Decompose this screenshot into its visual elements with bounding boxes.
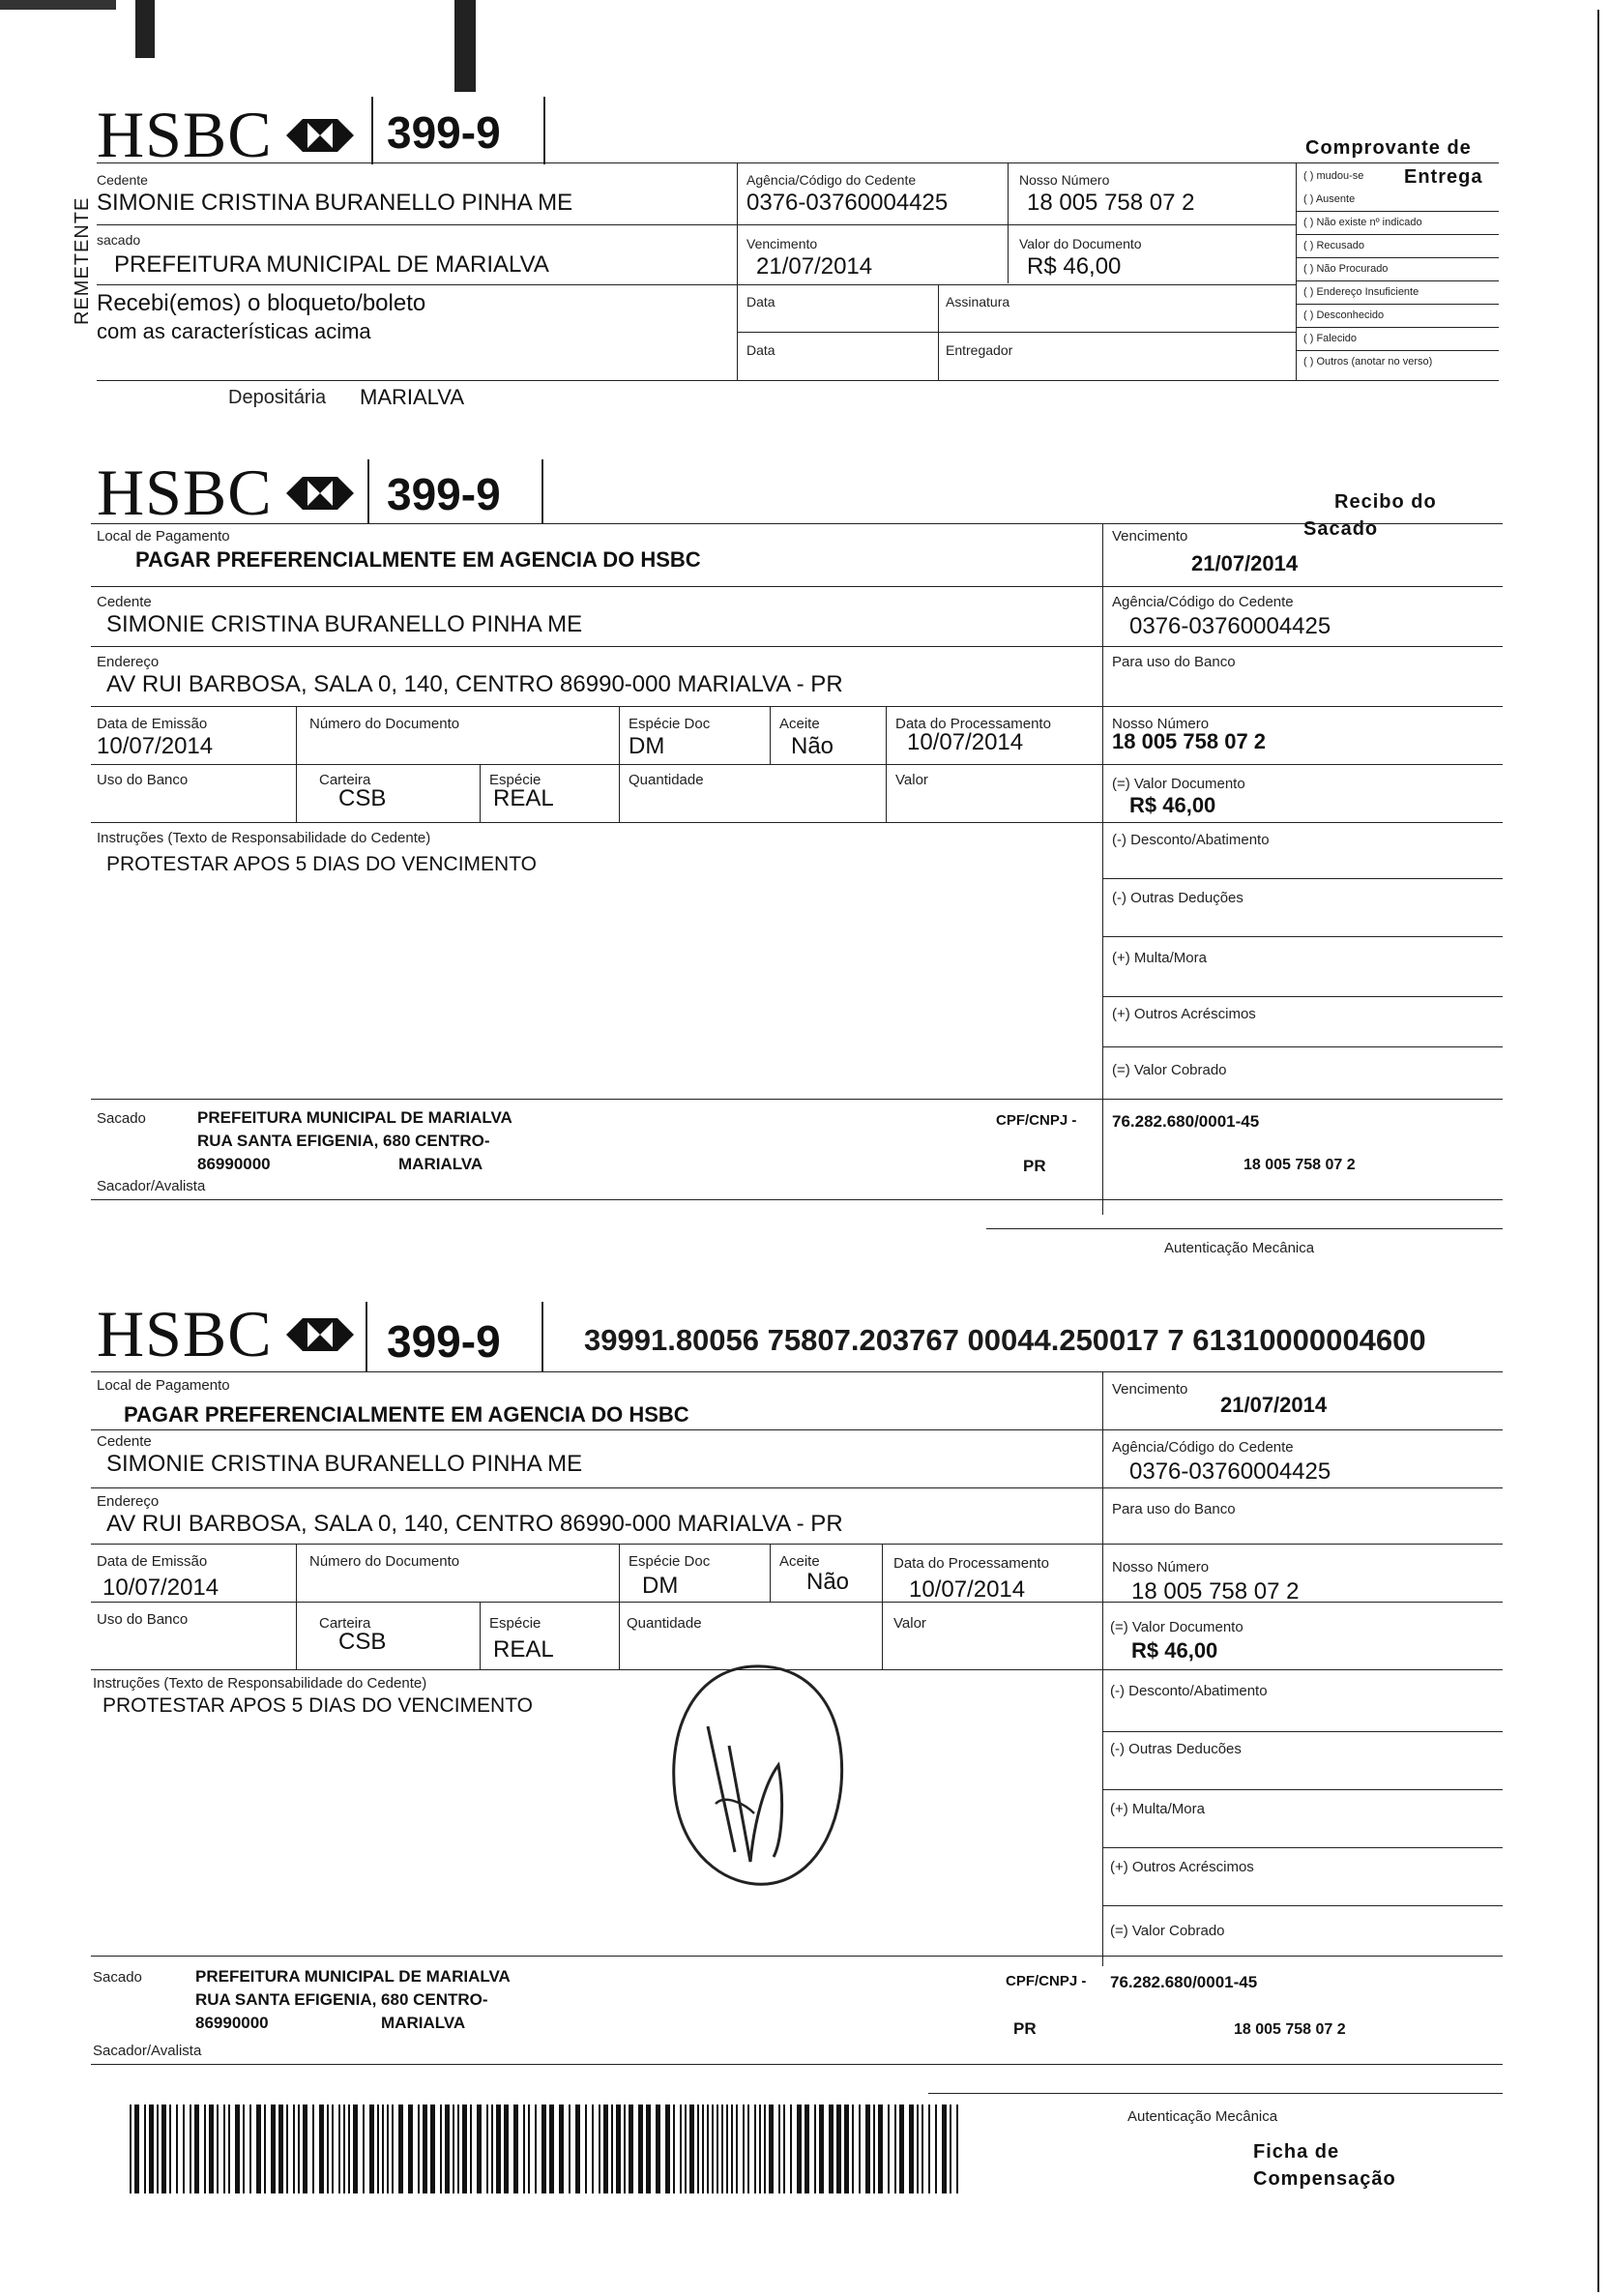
barcode-bar (453, 2105, 454, 2193)
endereco: AV RUI BARBOSA, SALA 0, 140, CENTRO 86990-000 MARIALVA - PR (106, 671, 843, 697)
barcode-bar (319, 2105, 324, 2193)
vencimento-label: Vencimento (1112, 528, 1188, 545)
barcode-bar (836, 2105, 841, 2193)
multa-label: (+) Multa/Mora (1112, 950, 1207, 966)
barcode-bar (592, 2105, 594, 2193)
aceite: Não (806, 1569, 850, 1595)
sacado-cep: 86990000 (195, 2014, 269, 2032)
numdoc-label: Número do Documento (309, 716, 460, 732)
barcode-bar (541, 2105, 546, 2193)
sacado-addr: RUA SANTA EFIGENIA, 680 CENTRO- (195, 1990, 488, 2009)
scan-mark (0, 0, 116, 10)
barcode-bar (149, 2105, 154, 2193)
processamento: 10/07/2014 (909, 1576, 1026, 1603)
barcode-bar (523, 2105, 525, 2193)
comprovante-option: ( ) Não Procurado (1303, 263, 1389, 275)
barcode-bar (894, 2105, 896, 2193)
comprovante-option: ( ) Recusado (1303, 240, 1364, 251)
barcode-bar (673, 2105, 675, 2193)
processamento-label: Data do Processamento (895, 716, 1051, 732)
barcode-bar (721, 2105, 723, 2193)
barcode-bar (697, 2105, 699, 2193)
outras-deducoes-label: (-) Outras Deducões (1110, 1741, 1242, 1757)
stub-nosso-label: Nosso Número (1019, 172, 1110, 188)
barcode-bar (477, 2105, 482, 2193)
comprovante-option: ( ) Endereço Insuficiente (1303, 286, 1419, 298)
barcode-bar (157, 2105, 159, 2193)
valor-doc-label: (=) Valor Documento (1112, 776, 1245, 792)
comprovante-title-2: Entrega (1404, 166, 1483, 188)
barcode-bar (332, 2105, 334, 2193)
sacado-city: MARIALVA (398, 1155, 483, 1173)
barcode-bar (797, 2105, 802, 2193)
barcode-bar (423, 2105, 427, 2193)
barcode-bar (731, 2105, 733, 2193)
uso-banco-label: Para uso do Banco (1112, 654, 1236, 670)
barcode-bar (249, 2105, 251, 2193)
sacado-label: Sacado (93, 1969, 142, 1986)
barcode-bar (743, 2105, 745, 2193)
barcode-bar (888, 2105, 890, 2193)
barcode-bar (204, 2105, 206, 2193)
hsbc-logo-text: HSBC (97, 1297, 273, 1370)
barcode-bar (535, 2105, 537, 2193)
depositaria-label: Depositária (228, 387, 327, 408)
agencia: 0376-03760004425 (1129, 1458, 1331, 1485)
barcode-bar (144, 2105, 146, 2193)
endereco-label: Endereço (97, 1493, 160, 1510)
cobrado-label: (=) Valor Cobrado (1112, 1062, 1227, 1078)
barcode-bar (616, 2105, 621, 2193)
barcode-bar (528, 2105, 530, 2193)
cpf: 76.282.680/0001-45 (1112, 1112, 1260, 1131)
barcode-bar (778, 2105, 780, 2193)
barcode-bar (327, 2105, 329, 2193)
comprovante-option: ( ) Falecido (1303, 333, 1358, 344)
barcode-bar (387, 2105, 389, 2193)
barcode-bar (382, 2105, 384, 2193)
aceite-label: Aceite (779, 716, 820, 732)
hsbc-logo (97, 455, 354, 531)
barcode-bar (764, 2105, 766, 2193)
avalista-label: Sacador/Avalista (97, 1178, 206, 1194)
nosso-bottom: 18 005 758 07 2 (1234, 2021, 1346, 2038)
barcode-bar (134, 2105, 139, 2193)
valor-label: Valor (895, 772, 928, 788)
barcode-bar (264, 2105, 266, 2193)
uso-do-banco-label: Uso do Banco (97, 772, 189, 788)
barcode-bar (575, 2105, 580, 2193)
barcode-bar (392, 2105, 394, 2193)
sacado-addr: RUA SANTA EFIGENIA, 680 CENTRO- (197, 1132, 490, 1150)
valor-doc-label: (=) Valor Documento (1110, 1619, 1243, 1635)
nosso: 18 005 758 07 2 (1131, 1578, 1300, 1604)
autenticacao-label: Autenticação Mecânica (1164, 1240, 1315, 1256)
barcode-bar (829, 2105, 834, 2193)
endereco-label: Endereço (97, 654, 160, 670)
nosso-label: Nosso Número (1112, 1559, 1210, 1575)
stub-entregador-label: Entregador (946, 342, 1013, 358)
barcode-bar (942, 2105, 947, 2193)
barcode-bar (878, 2105, 883, 2193)
hsbc-logo-text: HSBC (97, 98, 273, 171)
barcode-bar (624, 2105, 626, 2193)
barcode-bar (194, 2105, 199, 2193)
barcode-bar (343, 2105, 345, 2193)
barcode-bar (504, 2105, 509, 2193)
ficha-title-2: Compensação (1253, 2168, 1396, 2190)
local-pagamento: PAGAR PREFERENCIALMENTE EM AGENCIA DO HSBC (124, 1402, 689, 1427)
barcode-bar (956, 2105, 958, 2193)
barcode-bar (513, 2105, 518, 2193)
nosso-label: Nosso Número (1112, 716, 1210, 732)
cpf-label: CPF/CNPJ - (996, 1112, 1077, 1129)
stub-assinatura-label: Assinatura (946, 294, 1010, 309)
barcode-bar (130, 2105, 132, 2193)
emissao: 10/07/2014 (102, 1575, 219, 1601)
scan-edge (1597, 10, 1599, 2292)
stub-cedente: SIMONIE CRISTINA BURANELLO PINHA ME (97, 190, 573, 216)
barcode-bar (707, 2105, 709, 2193)
uso-do-banco-label: Uso do Banco (97, 1611, 189, 1628)
hsbc-logo (97, 1296, 354, 1372)
barcode-bar (223, 2105, 225, 2193)
barcode-bar (899, 2105, 904, 2193)
valor-label: Valor (893, 1615, 926, 1632)
stub-valor: R$ 46,00 (1027, 253, 1122, 280)
cedente-label: Cedente (97, 594, 152, 610)
barcode-bar (950, 2105, 951, 2193)
depositaria: MARIALVA (360, 385, 464, 409)
barcode-bar (865, 2105, 870, 2193)
especie: REAL (493, 1636, 554, 1663)
barcode-bar (445, 2105, 450, 2193)
agencia-label: Agência/Código do Cedente (1112, 1439, 1294, 1456)
barcode-bar (917, 2105, 919, 2193)
barcode-bar (183, 2105, 185, 2193)
especie-doc-label: Espécie Doc (629, 1553, 711, 1570)
comprovante-title: Comprovante de (1305, 137, 1472, 159)
barcode-bar (680, 2105, 682, 2193)
barcode-bar (418, 2105, 420, 2193)
barcode-bar (486, 2105, 488, 2193)
cedente-label: Cedente (97, 1433, 152, 1450)
barcode-bar (190, 2105, 191, 2193)
barcode-bar (736, 2105, 738, 2193)
sacado-name: PREFEITURA MUNICIPAL DE MARIALVA (195, 1967, 511, 1986)
stub-receipt-line1: Recebi(emos) o bloqueto/boleto (97, 290, 426, 316)
emissao-label: Data de Emissão (97, 1553, 208, 1570)
barcode-bar (430, 2105, 435, 2193)
barcode-bar (457, 2105, 459, 2193)
barcode-bar (408, 2105, 413, 2193)
sacado-cep: 86990000 (197, 1155, 271, 1173)
carteira-label: Carteira (319, 772, 371, 788)
barcode-bar (440, 2105, 442, 2193)
uso-banco-label: Para uso do Banco (1112, 1501, 1236, 1517)
desconto-label: (-) Desconto/Abatimento (1110, 1683, 1268, 1699)
agencia-label: Agência/Código do Cedente (1112, 594, 1294, 610)
barcode-bar (909, 2105, 914, 2193)
barcode-bar (462, 2105, 467, 2193)
barcode-bar (819, 2105, 824, 2193)
emissao-label: Data de Emissão (97, 716, 208, 732)
sacado-name: PREFEITURA MUNICIPAL DE MARIALVA (197, 1108, 512, 1127)
scan-mark (135, 0, 155, 58)
outras-deducoes-label: (-) Outras Deduções (1112, 890, 1243, 906)
emissao: 10/07/2014 (97, 733, 214, 759)
stub-agencia-label: Agência/Código do Cedente (746, 172, 917, 188)
barcode-bar (702, 2105, 704, 2193)
avalista-label: Sacador/Avalista (93, 2043, 202, 2059)
valor-doc: R$ 46,00 (1131, 1638, 1218, 1663)
barcode-bar (243, 2105, 245, 2193)
barcode-bar (278, 2105, 283, 2193)
barcode-bar (491, 2105, 493, 2193)
barcode-bar (603, 2105, 608, 2193)
barcode-bar (935, 2105, 937, 2193)
barcode-bar (228, 2105, 230, 2193)
barcode-bar (161, 2105, 166, 2193)
barcode-bar (859, 2105, 861, 2193)
aceite: Não (791, 733, 834, 759)
barcode-bar (629, 2105, 633, 2193)
cpf-label: CPF/CNPJ - (1006, 1973, 1087, 1989)
hsbc-hexagon-icon (286, 119, 354, 152)
hsbc-hexagon-icon (286, 477, 354, 510)
stub-valor-label: Valor do Documento (1019, 236, 1142, 251)
instrucoes-label: Instruções (Texto de Responsabilidade do Cedente) (97, 830, 431, 846)
stub-venc-label: Vencimento (746, 236, 818, 251)
barcode-bar (286, 2105, 288, 2193)
barcode-bar (754, 2105, 756, 2193)
recibo-title-2: Sacado (1303, 518, 1379, 540)
hsbc-hexagon-icon (286, 1318, 354, 1351)
carteira-label: Carteira (319, 1615, 371, 1632)
barcode-bar (712, 2105, 714, 2193)
barcode-bar (873, 2105, 875, 2193)
vencimento-label: Vencimento (1112, 1381, 1188, 1398)
stub-receipt-line2: com as características acima (97, 319, 371, 343)
linha-digitavel: 39991.80056 75807.203767 00044.250017 7 61310000004600 (584, 1323, 1426, 1357)
barcode-bar (689, 2105, 694, 2193)
barcode-bar (747, 2105, 749, 2193)
barcode-bar (844, 2105, 849, 2193)
comprovante-option: ( ) Ausente (1303, 193, 1356, 205)
comprovante-option: ( ) Desconhecido (1303, 309, 1385, 321)
stub-sacado: PREFEITURA MUNICIPAL DE MARIALVA (114, 251, 549, 278)
barcode-bar (398, 2105, 403, 2193)
valor-doc: R$ 46,00 (1129, 793, 1216, 817)
barcode-bar (569, 2105, 570, 2193)
carteira: CSB (338, 1629, 387, 1655)
instrucoes: PROTESTAR APOS 5 DIAS DO VENCIMENTO (106, 853, 537, 875)
barcode-bar (217, 2105, 219, 2193)
carteira: CSB (338, 785, 387, 811)
barcode-bar (726, 2105, 728, 2193)
sacado-city: MARIALVA (381, 2014, 466, 2032)
bank-code: 399-9 (387, 1316, 501, 1367)
especie: REAL (493, 785, 554, 811)
barcode-bar (922, 2105, 923, 2193)
stub-data-label: Data (746, 294, 775, 309)
multa-label: (+) Multa/Mora (1110, 1801, 1205, 1817)
cobrado-label: (=) Valor Cobrado (1110, 1923, 1225, 1939)
numdoc-label: Número do Documento (309, 1553, 460, 1570)
barcode-bar (646, 2105, 651, 2193)
barcode-bar (303, 2105, 307, 2193)
stub-nosso: 18 005 758 07 2 (1027, 190, 1195, 216)
cedente: SIMONIE CRISTINA BURANELLO PINHA ME (106, 611, 583, 637)
barcode-bar (353, 2105, 358, 2193)
ficha-title: Ficha de (1253, 2141, 1340, 2163)
processamento: 10/07/2014 (907, 729, 1024, 755)
barcode-bar (585, 2105, 587, 2193)
especie-doc-label: Espécie Doc (629, 716, 711, 732)
scan-mark (454, 0, 476, 92)
stub-venc: 21/07/2014 (756, 253, 873, 280)
barcode-bar (363, 2105, 365, 2193)
barcode-bar (559, 2105, 564, 2193)
cpf: 76.282.680/0001-45 (1110, 1973, 1258, 1991)
remetente-side-label: REMETENTE (72, 196, 93, 325)
barcode-bar (717, 2105, 718, 2193)
comprovante-option: ( ) mudou-se (1303, 170, 1364, 182)
handwritten-signature (658, 1659, 851, 1900)
barcode-bar (638, 2105, 643, 2193)
barcode-bar (256, 2105, 261, 2193)
hsbc-logo-text: HSBC (97, 456, 273, 529)
local-pagamento: PAGAR PREFERENCIALMENTE EM AGENCIA DO HSBC (135, 547, 701, 572)
desconto-label: (-) Desconto/Abatimento (1112, 832, 1270, 848)
barcode-bar (470, 2105, 472, 2193)
local-pagamento-label: Local de Pagamento (97, 528, 230, 545)
instrucoes-label: Instruções (Texto de Responsabilidade do Cedente) (93, 1675, 427, 1692)
barcode-bar (769, 2105, 774, 2193)
barcode-bar (611, 2105, 613, 2193)
especie-label: Espécie (489, 1615, 541, 1632)
barcode-bar (599, 2105, 600, 2193)
bank-code: 399-9 (387, 469, 501, 519)
barcode-bar (312, 2105, 314, 2193)
barcode-bar (169, 2105, 171, 2193)
nosso: 18 005 758 07 2 (1112, 729, 1267, 753)
barcode-bar (271, 2105, 276, 2193)
barcode-bar (377, 2105, 379, 2193)
barcode-bar (176, 2105, 178, 2193)
barcode-bar (656, 2105, 660, 2193)
barcode-bar (804, 2105, 809, 2193)
stub-data2-label: Data (746, 342, 775, 358)
vencimento: 21/07/2014 (1191, 551, 1299, 575)
acrescimos-label: (+) Outros Acréscimos (1112, 1006, 1256, 1022)
barcode-bar (790, 2105, 792, 2193)
stub-cedente-label: Cedente (97, 172, 148, 188)
barcode-bar (759, 2105, 761, 2193)
quantidade-label: Quantidade (627, 1615, 702, 1632)
barcode-bar (369, 2105, 374, 2193)
barcode-bar (783, 2105, 785, 2193)
acrescimos-label: (+) Outros Acréscimos (1110, 1859, 1254, 1875)
cedente: SIMONIE CRISTINA BURANELLO PINHA ME (106, 1451, 583, 1477)
barcode-bar (852, 2105, 854, 2193)
stub-agencia: 0376-03760004425 (746, 190, 949, 216)
endereco: AV RUI BARBOSA, SALA 0, 140, CENTRO 86990-000 MARIALVA - PR (106, 1511, 843, 1537)
especie-doc: DM (629, 733, 665, 759)
especie-label: Espécie (489, 772, 541, 788)
barcode-bar (814, 2105, 816, 2193)
barcode-bar (338, 2105, 340, 2193)
barcode-bar (685, 2105, 687, 2193)
local-pagamento-label: Local de Pagamento (97, 1377, 230, 1394)
barcode-bar (928, 2105, 930, 2193)
bank-code: 399-9 (387, 107, 501, 158)
stub-sacado-label: sacado (97, 232, 141, 248)
barcode-bar (293, 2105, 295, 2193)
barcode (130, 2105, 961, 2193)
recibo-title: Recibo do (1334, 491, 1437, 513)
uf: PR (1013, 2019, 1037, 2038)
uf: PR (1023, 1157, 1046, 1175)
agencia: 0376-03760004425 (1129, 613, 1331, 639)
barcode-bar (235, 2105, 240, 2193)
barcode-bar (298, 2105, 300, 2193)
barcode-bar (496, 2105, 501, 2193)
sacado-label: Sacado (97, 1110, 146, 1127)
quantidade-label: Quantidade (629, 772, 704, 788)
aceite-label: Aceite (779, 1553, 820, 1570)
instrucoes: PROTESTAR APOS 5 DIAS DO VENCIMENTO (102, 1694, 533, 1717)
barcode-bar (209, 2105, 214, 2193)
especie-doc: DM (642, 1573, 679, 1599)
barcode-bar (549, 2105, 554, 2193)
barcode-bar (348, 2105, 350, 2193)
comprovante-option: ( ) Outros (anotar no verso) (1303, 356, 1433, 368)
vencimento: 21/07/2014 (1220, 1393, 1328, 1417)
processamento-label: Data do Processamento (893, 1555, 1049, 1572)
comprovante-option: ( ) Não existe nº indicado (1303, 217, 1422, 228)
barcode-bar (665, 2105, 670, 2193)
autenticacao-label: Autenticação Mecânica (1127, 2108, 1278, 2125)
nosso-bottom: 18 005 758 07 2 (1243, 1157, 1356, 1173)
